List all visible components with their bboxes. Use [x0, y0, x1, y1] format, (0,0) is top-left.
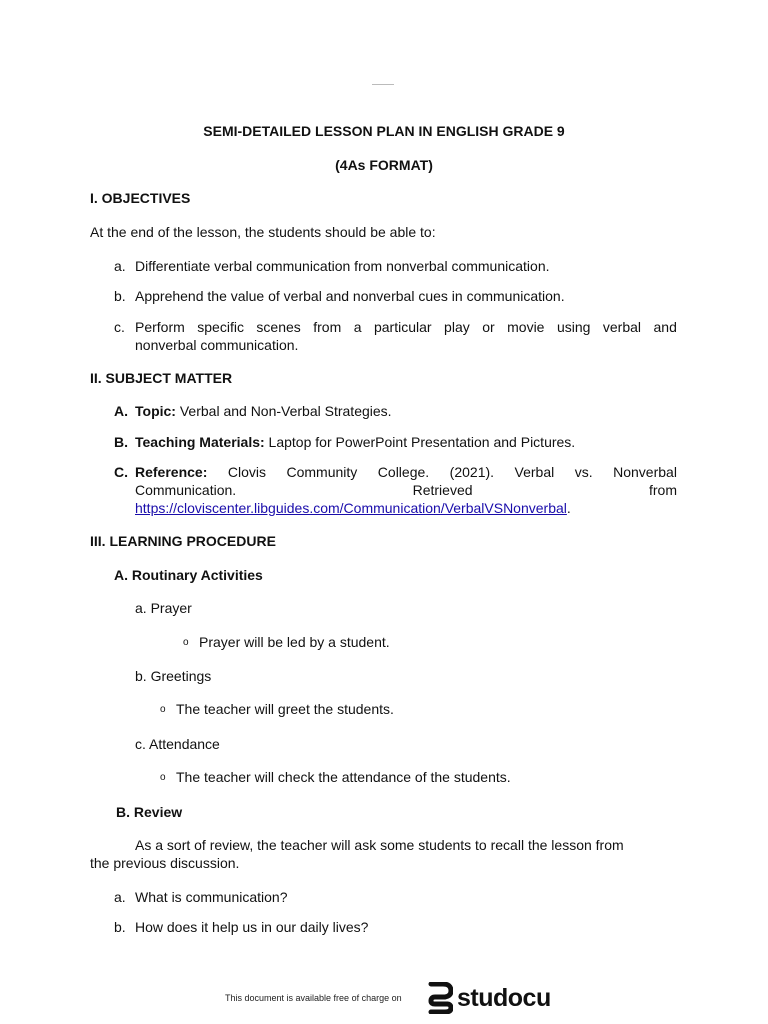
greetings-label: b. Greetings	[135, 668, 212, 684]
materials-line: Teaching Materials: Laptop for PowerPoint Presentation and Pictures.	[135, 434, 576, 450]
reference-link[interactable]: https://cloviscenter.libguides.com/Communication/VerbalVSNonverbal	[135, 500, 567, 516]
document-subtitle: (4As FORMAT)	[335, 157, 433, 173]
objective-item: Differentiate verbal communication from nonverbal communication.	[135, 258, 550, 274]
studocu-wordmark: studocu	[457, 983, 551, 1012]
objectives-intro: At the end of the lesson, the students should be able to:	[90, 224, 436, 240]
reference-line: Communication. Retrieved from	[135, 482, 677, 498]
topic-line: Topic: Verbal and Non-Verbal Strategies.	[135, 403, 392, 419]
studocu-logo-icon	[425, 982, 453, 1014]
attendance-label: c. Attendance	[135, 736, 220, 752]
attendance-item: The teacher will check the attendance of the students.	[176, 769, 511, 785]
objective-marker: a.	[114, 258, 126, 274]
procedure-heading: III. LEARNING PROCEDURE	[90, 533, 276, 549]
header-mark	[372, 84, 394, 85]
review-paragraph-line: the previous discussion.	[90, 855, 240, 871]
objective-marker: b.	[114, 288, 126, 304]
review-marker: b.	[114, 919, 126, 935]
reference-marker: C.	[114, 464, 128, 480]
studocu-logo[interactable]	[425, 982, 551, 1014]
objective-marker: c.	[114, 319, 125, 335]
prayer-item: Prayer will be led by a student.	[199, 634, 390, 650]
subject-matter-heading: II. SUBJECT MATTER	[90, 370, 233, 386]
bullet-icon: o	[160, 704, 166, 715]
reference-link-line: https://cloviscenter.libguides.com/Communication/VerbalVSNonverbal.	[135, 500, 571, 516]
bullet-icon: o	[160, 772, 166, 783]
topic-marker: A.	[114, 403, 128, 419]
review-paragraph-line: As a sort of review, the teacher will ask some students to recall the lesson from	[135, 837, 624, 853]
routinary-heading: A. Routinary Activities	[114, 567, 263, 583]
review-question: What is communication?	[135, 889, 288, 905]
reference-line: Reference: Clovis Community College. (2021). Verbal vs. Nonverbal	[135, 464, 677, 480]
objective-item-line: Perform specific scenes from a particular play or movie using verbal and	[135, 319, 677, 335]
footer-notice: This document is available free of charge on	[225, 993, 402, 1003]
review-heading: B. Review	[116, 804, 183, 820]
objective-item: Apprehend the value of verbal and nonverbal cues in communication.	[135, 288, 565, 304]
document-title: SEMI-DETAILED LESSON PLAN IN ENGLISH GRADE 9	[203, 123, 565, 139]
prayer-label: a. Prayer	[135, 600, 192, 616]
materials-marker: B.	[114, 434, 128, 450]
objectives-heading: I. OBJECTIVES	[90, 190, 191, 206]
greetings-item: The teacher will greet the students.	[176, 701, 394, 717]
review-marker: a.	[114, 889, 126, 905]
bullet-icon: o	[183, 637, 189, 648]
review-question: How does it help us in our daily lives?	[135, 919, 369, 935]
objective-item-line: nonverbal communication.	[135, 337, 299, 353]
